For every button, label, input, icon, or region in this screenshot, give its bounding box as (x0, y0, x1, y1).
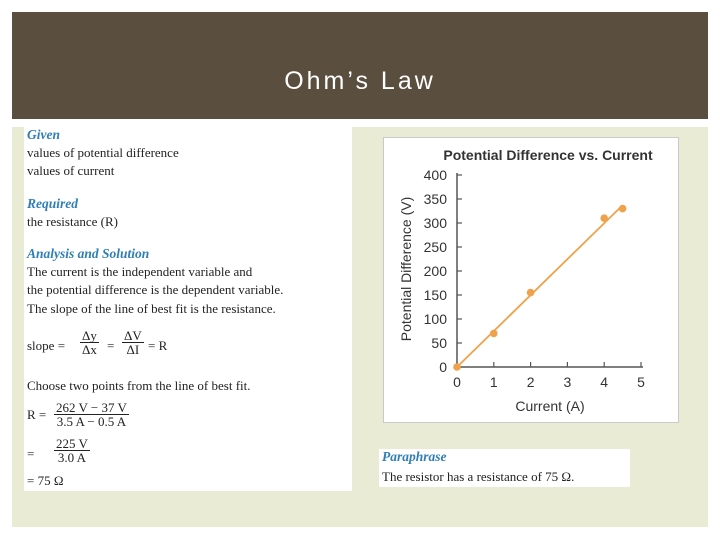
y-tick-label: 100 (423, 311, 447, 327)
fraction-numerator: Δy (82, 328, 97, 343)
given-heading: Given (27, 127, 60, 142)
fraction-denominator: ΔI (126, 342, 140, 357)
paraphrase-line: The resistor has a resistance of 75 Ω. (382, 469, 575, 484)
y-tick-label: 50 (431, 335, 447, 351)
equals-sign-2: = (27, 446, 35, 461)
analysis-line-3: The slope of the line of best fit is the resistance. (27, 301, 276, 316)
data-point (490, 330, 498, 338)
y-tick-label: 350 (423, 191, 447, 207)
x-tick-label: 5 (637, 374, 645, 390)
data-point (453, 363, 461, 371)
slope-label: slope = (27, 338, 66, 353)
given-line-2: values of current (27, 163, 115, 178)
fraction-substitution (54, 401, 129, 428)
paraphrase-card (379, 449, 630, 487)
y-axis-label: Potential Difference (V) (398, 196, 414, 342)
analysis-line-2: the potential difference is the dependent variable. (27, 282, 284, 297)
y-tick-label: 150 (423, 287, 447, 303)
y-tick-label: 0 (439, 359, 447, 375)
fraction-dv-di (122, 329, 144, 356)
y-tick-label: 400 (423, 167, 447, 183)
analysis-heading: Analysis and Solution (27, 246, 150, 261)
fraction-dy-dx (80, 329, 99, 356)
fraction-denominator: 3.5 A − 0.5 A (56, 414, 127, 429)
chart-axes (424, 167, 645, 390)
y-tick-label: 250 (423, 239, 447, 255)
equals-sign: = (107, 338, 115, 353)
paraphrase-heading: Paraphrase (382, 449, 447, 464)
analysis-line-1: The current is the independent variable and (27, 264, 253, 279)
fraction-denominator: 3.0 A (57, 450, 87, 465)
result-line: = 75 Ω (27, 473, 64, 488)
slide-title: Ohm’s Law (284, 67, 436, 95)
chart-card (383, 137, 679, 423)
chart-title: Potential Difference vs. Current (443, 147, 653, 163)
required-line: the resistance (R) (27, 214, 118, 229)
x-tick-label: 1 (489, 374, 498, 390)
x-tick-label: 0 (453, 374, 461, 390)
slide-header (12, 12, 708, 119)
fraction-denominator: Δx (82, 342, 97, 357)
y-tick-label: 300 (423, 215, 447, 231)
equals-r: = R (148, 338, 168, 353)
x-tick-label: 4 (600, 374, 609, 390)
chart-plot-area (453, 205, 626, 371)
fraction-simplified (54, 437, 90, 464)
x-tick-label: 3 (563, 374, 572, 390)
data-point (619, 205, 627, 213)
worked-example-card (24, 127, 352, 491)
y-tick-label: 200 (423, 263, 447, 279)
fraction-numerator: 262 V − 37 V (56, 400, 127, 415)
r-label: R = (27, 407, 47, 422)
data-point (600, 214, 608, 222)
best-fit-line (457, 205, 623, 367)
x-tick-label: 2 (526, 374, 535, 390)
choose-points-line: Choose two points from the line of best fit. (27, 378, 251, 393)
data-point (527, 289, 535, 297)
required-heading: Required (27, 196, 79, 211)
x-axis-label: Current (A) (515, 398, 585, 414)
potential-difference-chart (384, 138, 678, 422)
given-line-1: values of potential difference (27, 145, 179, 160)
fraction-numerator: ΔV (124, 328, 142, 343)
fraction-numerator: 225 V (56, 436, 88, 451)
